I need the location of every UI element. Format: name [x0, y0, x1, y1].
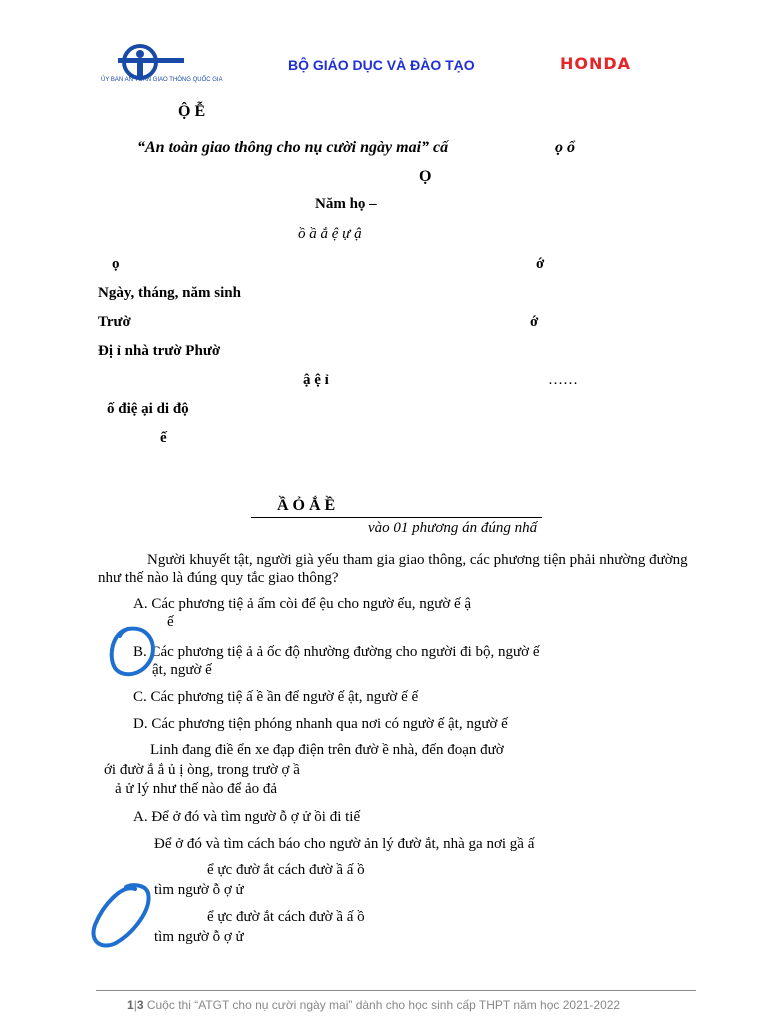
footer-text: Cuộc thi “ATGT cho nụ cười ngày mai” dành cho học sinh cấp THPT năm học 2021-2022 — [146, 998, 621, 1012]
page-separator: | — [133, 998, 137, 1012]
q2-stem-line2: ới đườ ắ ắ ủ ị òng, trong trườ ợ ầ — [104, 762, 300, 778]
province-label: ậ ệ ỉ — [303, 372, 329, 388]
q2-option-a[interactable]: A. Để ở đó và tìm ngườ ỗ ợ ử ồi đi tiế — [133, 809, 361, 825]
q1-option-a[interactable]: A. Các phương tiệ ả ấm còi để ệu cho ngườ ếu, ngườ ế ậ — [133, 596, 472, 612]
level-label: Ọ — [419, 168, 432, 185]
footer-rule — [96, 990, 696, 991]
address-label: Đị ỉ nhà trườ Phườ — [98, 343, 221, 359]
ink-circle-q2-icon — [93, 885, 148, 945]
logo-person-head-icon — [136, 50, 144, 58]
page-count: 3 — [136, 998, 144, 1012]
section-instruction: vào 01 phương án đúng nhấ — [368, 520, 538, 536]
form-instruction: ồ ầ ắ ệ ự ậ — [298, 226, 362, 242]
contest-name-tail: ọ ổ — [555, 139, 575, 156]
page-number: 1 — [127, 998, 134, 1012]
gender-label: ớ — [536, 256, 545, 272]
class-label: ớ — [530, 314, 539, 330]
ministry-title: BỘ GIÁO DỤC VÀ ĐÀO TẠO — [288, 57, 475, 73]
q1-option-a-cont: ế — [167, 614, 174, 630]
q2-stem-line3: ả ử lý như thế nào để ảo đả — [115, 781, 278, 797]
school-year: Năm họ – — [315, 196, 377, 212]
section-heading: Ầ Ỏ Ắ Ề — [277, 497, 336, 514]
q1-option-b[interactable]: B. Các phương tiệ ả ả ốc độ nhường đường cho người đi bộ, ngườ ế — [133, 644, 540, 660]
q2-option-d-cont: tìm ngườ ỗ ợ ử — [154, 929, 244, 945]
q1-option-c[interactable]: C. Các phương tiệ ấ ề ần để ngườ ế ật, ngườ ế ế — [133, 689, 419, 705]
doc-title: Ộ Ễ — [178, 103, 206, 120]
phone-label: ố điệ ại di độ — [107, 401, 189, 417]
q1-option-b-cont: ật, ngườ ế — [152, 662, 212, 678]
q2-option-c-cont: tìm ngườ ỗ ợ ử — [154, 882, 244, 898]
province-dots: …… — [548, 372, 578, 388]
contest-name: “An toàn giao thông cho nụ cười ngày mai” cấ — [137, 139, 449, 156]
committee-name: ỦY BAN AN TOÀN GIAO THÔNG QUỐC GIA — [101, 77, 223, 83]
email-label: ế — [160, 430, 167, 446]
q2-option-c[interactable]: ể ực đườ ắt cách đườ ầ ấ ồ — [207, 862, 365, 878]
name-label: ọ — [112, 256, 120, 272]
dob-label: Ngày, tháng, năm sinh — [98, 285, 241, 301]
page-footer — [127, 998, 620, 1012]
q1-stem: Người khuyết tật, người già yếu tham gia giao thông, các phương tiện phải nhường đường như thế nào là đúng quy tắc giao thông? — [98, 552, 688, 586]
school-label: Trườ — [98, 314, 131, 330]
q2-option-d[interactable]: ể ực đườ ắt cách đườ ầ ấ ồ — [207, 909, 365, 925]
honda-logo: HONDA — [560, 54, 632, 73]
q2-stem-line1: Linh đang điề ển xe đạp điện trên đườ ề nhà, đến đoạn đườ — [150, 742, 504, 758]
q1-option-d[interactable]: D. Các phương tiện phóng nhanh qua nơi có ngườ ế ật, ngườ ế — [133, 716, 508, 732]
section-underline — [251, 517, 542, 518]
q2-option-b[interactable]: Để ở đó và tìm cách báo cho ngườ ản lý đườ ắt, nhà ga nơi gầ ấ — [154, 836, 535, 852]
